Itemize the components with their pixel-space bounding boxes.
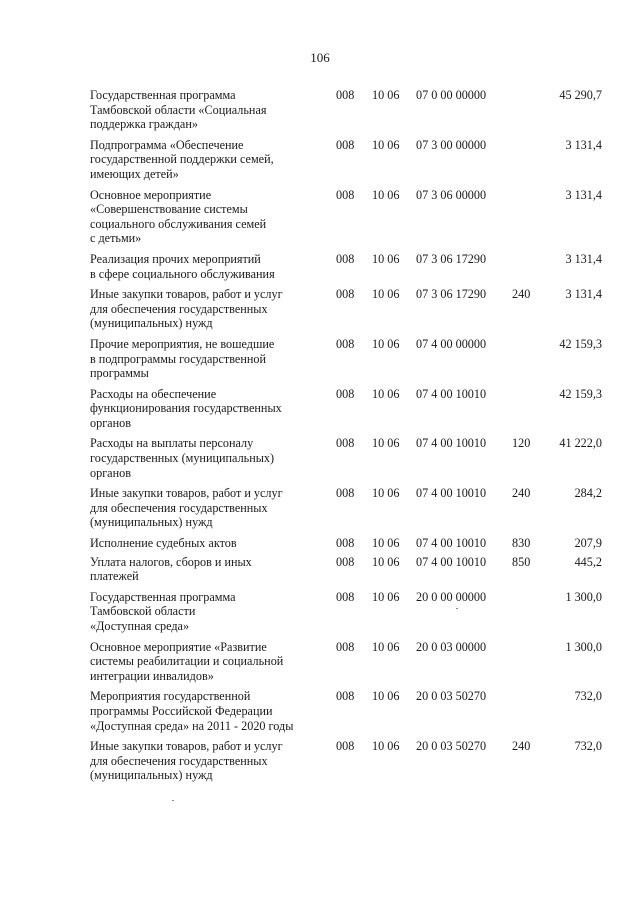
program-code: 07 3 00 00000 <box>416 137 487 152</box>
ministry-code: 008 <box>336 554 355 569</box>
amount-value: 732,0 <box>574 739 602 754</box>
amount-value: 45 290,7 <box>559 88 602 102</box>
amount-value: 207,9 <box>574 536 602 551</box>
expense-type-code: 240 <box>512 739 531 754</box>
program-code: 07 3 06 17290 <box>416 251 487 266</box>
program-code: 07 4 00 10010 <box>416 554 487 569</box>
row-name: Расходы на обеспечение функционирования государственных органов <box>90 386 282 430</box>
section-code: 10 06 <box>372 386 400 401</box>
program-code: 07 0 00 00000 <box>416 88 487 102</box>
table-row <box>90 640 620 684</box>
section-code: 10 06 <box>372 486 400 501</box>
table-row <box>90 689 620 733</box>
section-code: 10 06 <box>372 554 400 569</box>
table-row <box>90 536 620 551</box>
amount-value: 3 131,4 <box>565 187 602 202</box>
section-code: 10 06 <box>372 137 400 152</box>
amount-value: 41 222,0 <box>559 436 602 451</box>
row-name: Прочие мероприятия, не вошедшие в подпрограммы государственной программы <box>90 336 275 381</box>
section-code: 10 06 <box>372 436 400 451</box>
table-row <box>90 252 620 281</box>
amount-value: 3 131,4 <box>565 287 602 302</box>
row-name: Государственная программа Тамбовской области «Доступная среда» <box>90 589 236 633</box>
section-code: 10 06 <box>372 639 400 654</box>
program-code: 07 4 00 10010 <box>416 436 487 451</box>
ministry-code: 008 <box>336 137 355 152</box>
section-code: 10 06 <box>372 536 400 551</box>
section-code: 10 06 <box>372 336 400 351</box>
amount-value: 1 300,0 <box>565 589 602 604</box>
section-code: 10 06 <box>372 88 400 102</box>
section-code: 10 06 <box>372 251 400 266</box>
ministry-code: 008 <box>336 287 355 302</box>
section-code: 10 06 <box>372 739 400 754</box>
table-row <box>90 138 620 182</box>
section-code: 10 06 <box>372 589 400 604</box>
program-code: 07 4 00 10010 <box>416 386 487 401</box>
ministry-code: 008 <box>336 187 355 202</box>
table-row <box>90 486 620 530</box>
table-row <box>90 188 620 246</box>
program-code: 07 3 06 17290 <box>416 287 487 302</box>
ministry-code: 008 <box>336 386 355 401</box>
program-code: 20 0 03 50270 <box>416 689 487 704</box>
row-name: Мероприятия государственной программы Российской Федерации «Доступная среда» на 2011 - 2020 годы <box>90 689 294 733</box>
table-row <box>90 287 620 331</box>
expense-type-code: 830 <box>512 536 531 551</box>
row-name: Исполнение судебных актов <box>90 536 237 551</box>
table-row <box>90 436 620 480</box>
expense-type-code: 240 <box>512 287 531 302</box>
row-name: Реализация прочих мероприятий в сфере социального обслуживания <box>90 251 275 281</box>
program-code: 07 4 00 10010 <box>416 536 487 551</box>
amount-value: 445,2 <box>574 554 602 569</box>
ministry-code: 008 <box>336 589 355 604</box>
ministry-code: 008 <box>336 88 355 102</box>
amount-value: 732,0 <box>574 689 602 704</box>
section-code: 10 06 <box>372 287 400 302</box>
ministry-code: 008 <box>336 251 355 266</box>
row-name: Основное мероприятие «Развитие системы реабилитации и социальной интеграции инвалидов» <box>90 639 284 683</box>
ministry-code: 008 <box>336 436 355 451</box>
page-number: 106 <box>310 50 330 65</box>
ministry-code: 008 <box>336 639 355 654</box>
scan-speck <box>172 800 174 801</box>
program-code: 20 0 03 50270 <box>416 739 487 754</box>
program-code: 20 0 00 00000 <box>416 589 487 604</box>
ministry-code: 008 <box>336 336 355 351</box>
amount-value: 42 159,3 <box>559 336 602 351</box>
amount-value: 284,2 <box>574 486 602 501</box>
expense-type-code: 120 <box>512 436 531 451</box>
row-name: Иные закупки товаров, работ и услуг для обеспечения государственных (муниципальных) нужд <box>90 287 283 331</box>
row-name: Расходы на выплаты персоналу государственных (муниципальных) органов <box>90 436 275 480</box>
table-row <box>90 590 620 634</box>
section-code: 10 06 <box>372 187 400 202</box>
ministry-code: 008 <box>336 689 355 704</box>
table-row <box>90 739 620 783</box>
table-row <box>90 337 620 381</box>
row-name: Иные закупки товаров, работ и услуг для обеспечения государственных (муниципальных) нужд <box>90 739 283 783</box>
program-code: 07 4 00 00000 <box>416 336 487 351</box>
ministry-code: 008 <box>336 536 355 551</box>
table-row <box>90 88 620 132</box>
program-code: 07 3 06 00000 <box>416 187 487 202</box>
program-code: 20 0 03 00000 <box>416 639 487 654</box>
amount-value: 42 159,3 <box>559 386 602 401</box>
scan-speck <box>456 608 458 609</box>
expense-type-code: 240 <box>512 486 531 501</box>
table-row <box>90 555 620 584</box>
section-code: 10 06 <box>372 689 400 704</box>
row-name: Государственная программа Тамбовской области «Социальная поддержка граждан» <box>90 88 267 132</box>
expense-type-code: 850 <box>512 554 531 569</box>
row-name: Подпрограмма «Обеспечение государственной поддержки семей, имеющих детей» <box>90 137 274 181</box>
row-name: Иные закупки товаров, работ и услуг для обеспечения государственных (муниципальных) нужд <box>90 486 283 530</box>
ministry-code: 008 <box>336 486 355 501</box>
row-name: Уплата налогов, сборов и иных платежей <box>90 554 252 584</box>
amount-value: 3 131,4 <box>565 251 602 266</box>
ministry-code: 008 <box>336 739 355 754</box>
program-code: 07 4 00 10010 <box>416 486 487 501</box>
budget-table <box>90 88 620 783</box>
table-row <box>90 387 620 431</box>
row-name: Основное мероприятие «Совершенствование системы социального обслуживания семей с детьми» <box>90 187 267 246</box>
amount-value: 1 300,0 <box>565 639 602 654</box>
amount-value: 3 131,4 <box>565 137 602 152</box>
